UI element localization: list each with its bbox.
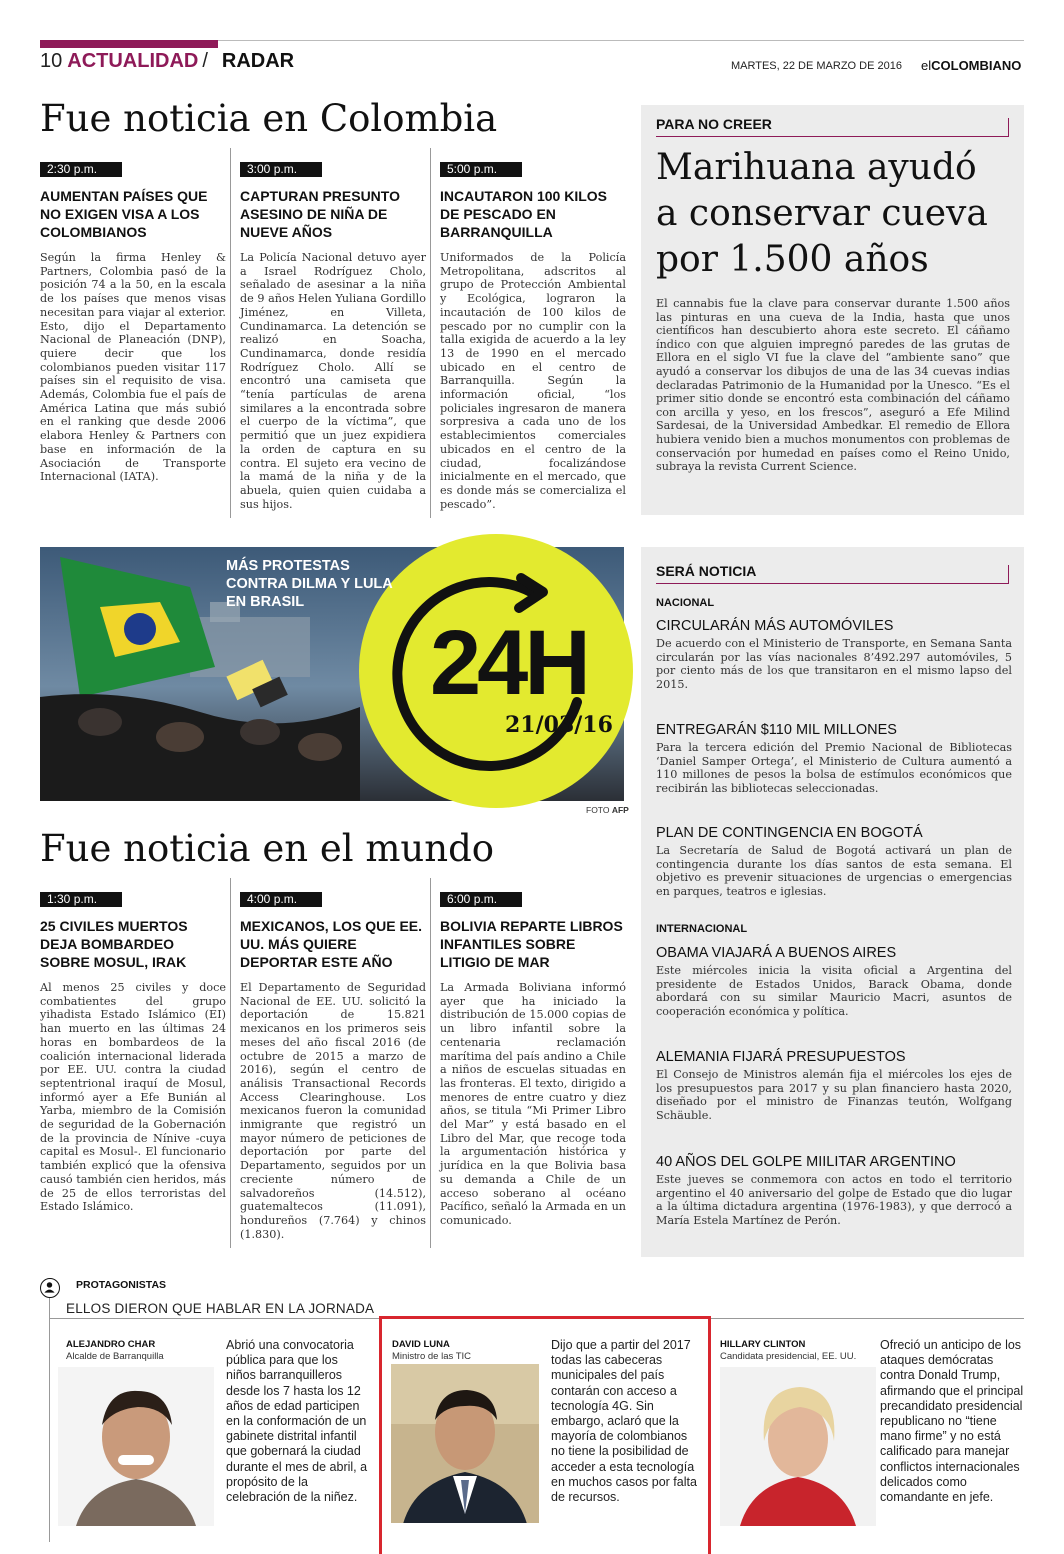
column-divider — [430, 878, 431, 1248]
news-title: CAPTURAN PRESUNTO ASESINO DE NIÑA DE NUEVE AÑOS — [240, 188, 400, 240]
news-title: BOLIVIA REPARTE LIBROS INFANTILES SOBRE LITIGIO DE MAR — [440, 918, 623, 970]
highlight-frame — [379, 1316, 711, 1554]
news-body: Al menos 25 civiles y doce combatientes del grupo yihadista Estado Islámico (EI) han muerto en las últimas 24 horas en bombardeos de la coalición internacional liderada por EE. UU. contra la ciudad septentrional iraquí de Mosul, informó ayer a Efe Bunián al Yarba, miembro de la Comisión de seguridad de la Gobernación de la provincia de Nínive -cuya capital es Mosul-. El funcionario también explicó que la ofensiva causó también cien heridos, más de 25 de ellos terroristas del Estado Islámico. — [40, 981, 226, 1214]
section-name: ACTUALIDAD — [67, 50, 199, 72]
page-number: 10 — [40, 50, 63, 72]
brand-prefix: el — [921, 58, 932, 73]
24h-badge-text: 24H — [430, 612, 587, 714]
time-badge: 4:00 p.m. — [240, 892, 322, 907]
portrait-alejandro-char — [58, 1367, 214, 1526]
time-badge: 2:30 p.m. — [40, 162, 122, 177]
upcoming-news-title: ALEMANIA FIJARÁ PRESUPUESTOS — [656, 1049, 906, 1065]
protagonistas-label: PROTAGONISTAS — [76, 1279, 167, 1291]
person-name: ALEJANDRO CHAR — [66, 1339, 156, 1350]
upcoming-news-item — [656, 944, 1012, 1018]
upcoming-news-item — [656, 1153, 1012, 1227]
news-title: INCAUTARON 100 KILOS DE PESCADO EN BARRANQUILLA — [440, 188, 607, 240]
news-body: La Armada Boliviana informó ayer que ha iniciado la distribución de 15.000 copias de un libro infantil sobre la centenaria reclamación marítima del país andino a Chile a niños de escuelas situadas en las fronteras. El texto, dirigido a menores de entre cuatro y diez años, se titula “Mi Primer Libro del Mar” y está basado en el Libro del Mar, que recoge toda la argumentación histórica y jurídica en la que Bolivia basa su demanda a Chile de un acceso soberano al océano Pacífico, señaló la Armada en un comunicado. — [440, 981, 626, 1227]
subsection-name: RADAR — [221, 50, 295, 72]
mundo-news-item — [240, 888, 426, 1241]
person-quote: Ofreció un anticipo de los ataques demócratas contra Donald Trump, afirmando que el principal precandidato presidencial republicano no “tiene mano firme” y no está calificado para manejar conflictos internacionales delicados como comandante en jefe. — [880, 1338, 1024, 1505]
portrait-art — [720, 1367, 876, 1526]
person-quote: Dijo que a partir del 2017 todas las cabeceras municipales del país contarán con acceso a tecnología 4G. Sin embargo, aclaró que la mayoría de colombianos no tiene la posibilidad de acceder a esta tecnología en muchos casos por falta de recursos. — [551, 1338, 697, 1505]
person-icon — [40, 1278, 60, 1298]
upcoming-news-body: Para la tercera edición del Premio Nacional de Bibliotecas ‘Daniel Samper Ortega’, el Ministerio de Cultura aumentó a 110 millones de pesos la bolsa de estímulos económicos que recibirán las bibliotecas seleccionadas. — [656, 741, 1012, 795]
time-badge: 5:00 p.m. — [440, 162, 522, 177]
news-body: El Departamento de Seguridad Nacional de EE. UU. solicitó la deportación de 15.821 mexicanos en los primeros seis meses del año fiscal 2016 (de octubre de 2015 a marzo de 2016), según el centro de análisis Transactional Records Access Clearinghouse. Los mexicanos fueron la comunidad inmigrante que registró un mayor número de peticiones de deportación por parte del Departamento, seguidos por un creciente número de salvadoreños (14.512), guatemaltecos (11.091), hondureños (7.764) y chinos (1.830). — [240, 981, 426, 1241]
portrait-hillary-clinton — [720, 1367, 876, 1526]
upcoming-news-item — [656, 1048, 1012, 1122]
upcoming-news-title: PLAN DE CONTINGENCIA EN BOGOTÁ — [656, 825, 923, 841]
upcoming-news-title: 40 AÑOS DEL GOLPE MIILITAR ARGENTINO — [656, 1154, 956, 1170]
person-role: Ministro de las TIC — [392, 1351, 472, 1362]
news-title: AUMENTAN PAÍSES QUE NO EXIGEN VISA A LOS COLOMBIANOS — [40, 188, 208, 240]
para-no-creer-title: Marihuana ayudó a conservar cueva por 1.500 años — [656, 147, 988, 280]
upcoming-news-item — [656, 617, 1012, 691]
category-international: INTERNACIONAL — [656, 923, 748, 935]
news-body: Uniformados de la Policía Metropolitana, adscritos al grupo de Protección Ambiental y Ecológica, lograron la incautación de 100 kilos de pescado por no cumplir con la talla exigida de acuerdo a la ley 13 de 1990 en el mercado ubicado en el centro de Barranquilla. Según la información oficial, “los policiales ingresaron de manera sorpresiva a cada uno de los establecimientos comerciales ubicados en el centro de la ciudad, focalizándose inicialmente en el mercado, que es donde más se comercializa el pescado”. — [440, 251, 626, 511]
mundo-news-item — [40, 888, 226, 1214]
news-body: La Policía Nacional detuvo ayer a Israel Rodríguez Cholo, señalado de asesinar a la niña de 9 años Helen Yuliana Gordillo Jiménez, en Villeta, Cundinamarca. La detención se realizó en Soacha, Cundinamarca, donde residía Rodríguez Cholo. Allí se encontró una camiseta que “tenía partículas de arena similares a la encontrada sobre el cuerpo de la víctima”, que permitió que un juez expidiera la orden de captura en su contra. El sujeto era vecino de la mamá de la niña y de la abuela, quien quien cuidaba a sus hijos. — [240, 251, 426, 511]
mundo-heading: Fue noticia en el mundo — [40, 827, 495, 870]
label-underline — [656, 583, 1008, 584]
upcoming-news-body: Este miércoles inicia la visita oficial a Argentina del presidente de Estados Unidos, Barack Obama, donde abordará con su similar Mauricio Macri, asuntos de cooperación económica y política. — [656, 964, 1012, 1018]
colombia-heading: Fue noticia en Colombia — [40, 97, 498, 140]
news-title: MEXICANOS, LOS QUE EE. UU. MÁS QUIERE DEPORTAR ESTE AÑO — [240, 918, 423, 970]
brand-name: COLOMBIANO — [931, 58, 1022, 73]
upcoming-news-item — [656, 721, 1012, 795]
person-quote: Abrió una convocatoria pública para que los niños barranquilleros desde los 7 hasta los 12 años de edad participen en la conformación de un gabinete distrital infantil que gobernará la ciudad durante el mes de abril, a propósito de la celebración de la niñez. — [226, 1338, 368, 1505]
upcoming-news-body: El Consejo de Ministros alemán fija el miércoles los ejes de los presupuestos para 2017 y su plan financiero hasta 2020, diseñado por el ministro de Finanzas teutón, Wolfgang Schäuble. — [656, 1068, 1012, 1122]
protagonistas-rule-vertical — [49, 1298, 50, 1542]
colombia-news-item — [240, 158, 426, 511]
upcoming-news-title: ENTREGARÁN $110 MIL MILLONES — [656, 722, 897, 738]
photo-headline: MÁS PROTESTAS CONTRA DILMA Y LULA EN BRASIL — [226, 558, 393, 610]
photo-credit-prefix: FOTO — [586, 805, 610, 815]
person-role: Candidata presidencial, EE. UU. — [720, 1351, 857, 1362]
label-corner-line — [1008, 565, 1009, 584]
upcoming-news-body: Este jueves se conmemora con actos en todo el territorio argentino el 40 aniversario del golpe de Estado que dio lugar a la última dictadura argentina (1976-1983), y que derrocó a María Estela Martínez de Perón. — [656, 1173, 1012, 1227]
upcoming-news-title: OBAMA VIAJARÁ A BUENOS AIRES — [656, 945, 897, 961]
colombia-news-item — [40, 158, 226, 484]
column-divider — [230, 878, 231, 1248]
page-header — [40, 50, 294, 76]
photo-credit — [586, 805, 629, 815]
mundo-news-item — [440, 888, 626, 1228]
24h-badge-date: 21/03/16 — [505, 712, 613, 738]
sera-noticia-label: SERÁ NOTICIA — [656, 563, 757, 579]
protagonistas-subtitle: ELLOS DIERON QUE HABLAR EN LA JORNADA — [66, 1301, 375, 1316]
section-separator: / — [202, 50, 208, 72]
photo-credit-source: AFP — [611, 805, 629, 815]
time-badge: 6:00 p.m. — [440, 892, 522, 907]
news-title: 25 CIVILES MUERTOS DEJA BOMBARDEO SOBRE MOSUL, IRAK — [40, 918, 188, 970]
column-divider — [430, 148, 431, 518]
time-badge: 1:30 p.m. — [40, 892, 122, 907]
category-national: NACIONAL — [656, 597, 715, 609]
person-name: DAVID LUNA — [392, 1339, 450, 1350]
para-no-creer-body: El cannabis fue la clave para conservar durante 1.500 años las pinturas en una cueva de la India, hasta que unos científicos han descubierto ahora este secreto. El cáñamo índico con que alguien impregnó paredes de las grutas de Ellora en el siglo VI fue la clave del “ambiente sano” que ayudó a conservar los dibujos de una de las 34 cuevas indias declaradas Patrimonio de la Humanidad por la Unesco. “Es el primer sitio donde se encontró esta combinación del cáñamo con arcilla y yeso, en los frescos”, aseguró a Efe Milind Sardesai, de la Universidad Ambedkar. El remedio de Ellora hubiera venido bien a muchos monumentos con problemas de conservación por humedad en países como el Reino Unido, subraya la revista Current Science. — [656, 297, 1010, 474]
person-name: HILLARY CLINTON — [720, 1339, 806, 1350]
upcoming-news-title: CIRCULARÁN MÁS AUTOMÓVILES — [656, 618, 894, 634]
colombia-news-item — [440, 158, 626, 511]
upcoming-news-body: De acuerdo con el Ministerio de Transporte, en Semana Santa circularán por las vías nacionales 8’492.297 automóviles, 5 por ciento más de los que transitaron en el mismo lapso del 2015. — [656, 637, 1012, 691]
upcoming-news-item — [656, 824, 1012, 898]
label-corner-line — [1008, 118, 1009, 137]
portrait-art — [58, 1367, 214, 1526]
para-no-creer-label: PARA NO CREER — [656, 116, 772, 132]
person-role: Alcalde de Barranquilla — [66, 1351, 164, 1362]
person-icon-glyph — [41, 1279, 58, 1296]
issue-date: MARTES, 22 DE MARZO DE 2016 — [731, 60, 902, 72]
label-underline — [656, 136, 1008, 137]
time-badge: 3:00 p.m. — [240, 162, 322, 177]
upcoming-news-body: La Secretaría de Salud de Bogotá activará un plan de contingencia durante los días santos de esta semana. El objetivo es prevenir situaciones de urgencias o emergencias en parques, teatros e iglesias. — [656, 844, 1012, 898]
header-accent-bar — [40, 40, 218, 48]
brand-logo — [921, 58, 1021, 73]
column-divider — [230, 148, 231, 518]
news-body: Según la firma Henley & Partners, Colombia pasó de la posición 74 a la 50, en la escala de los países que menos visas necesitan para viajar al exterior. Esto, dijo el Departamento Nacional de Planeación (DNP), quiere decir que los colombianos pueden visitar 117 países sin el requisito de visa. Además, Colombia fue el país de América Latina que más subió en el ranking que desde 2006 elabora Henley & Partners con base en información de la Asociación de Transporte Internacional (IATA). — [40, 251, 226, 484]
